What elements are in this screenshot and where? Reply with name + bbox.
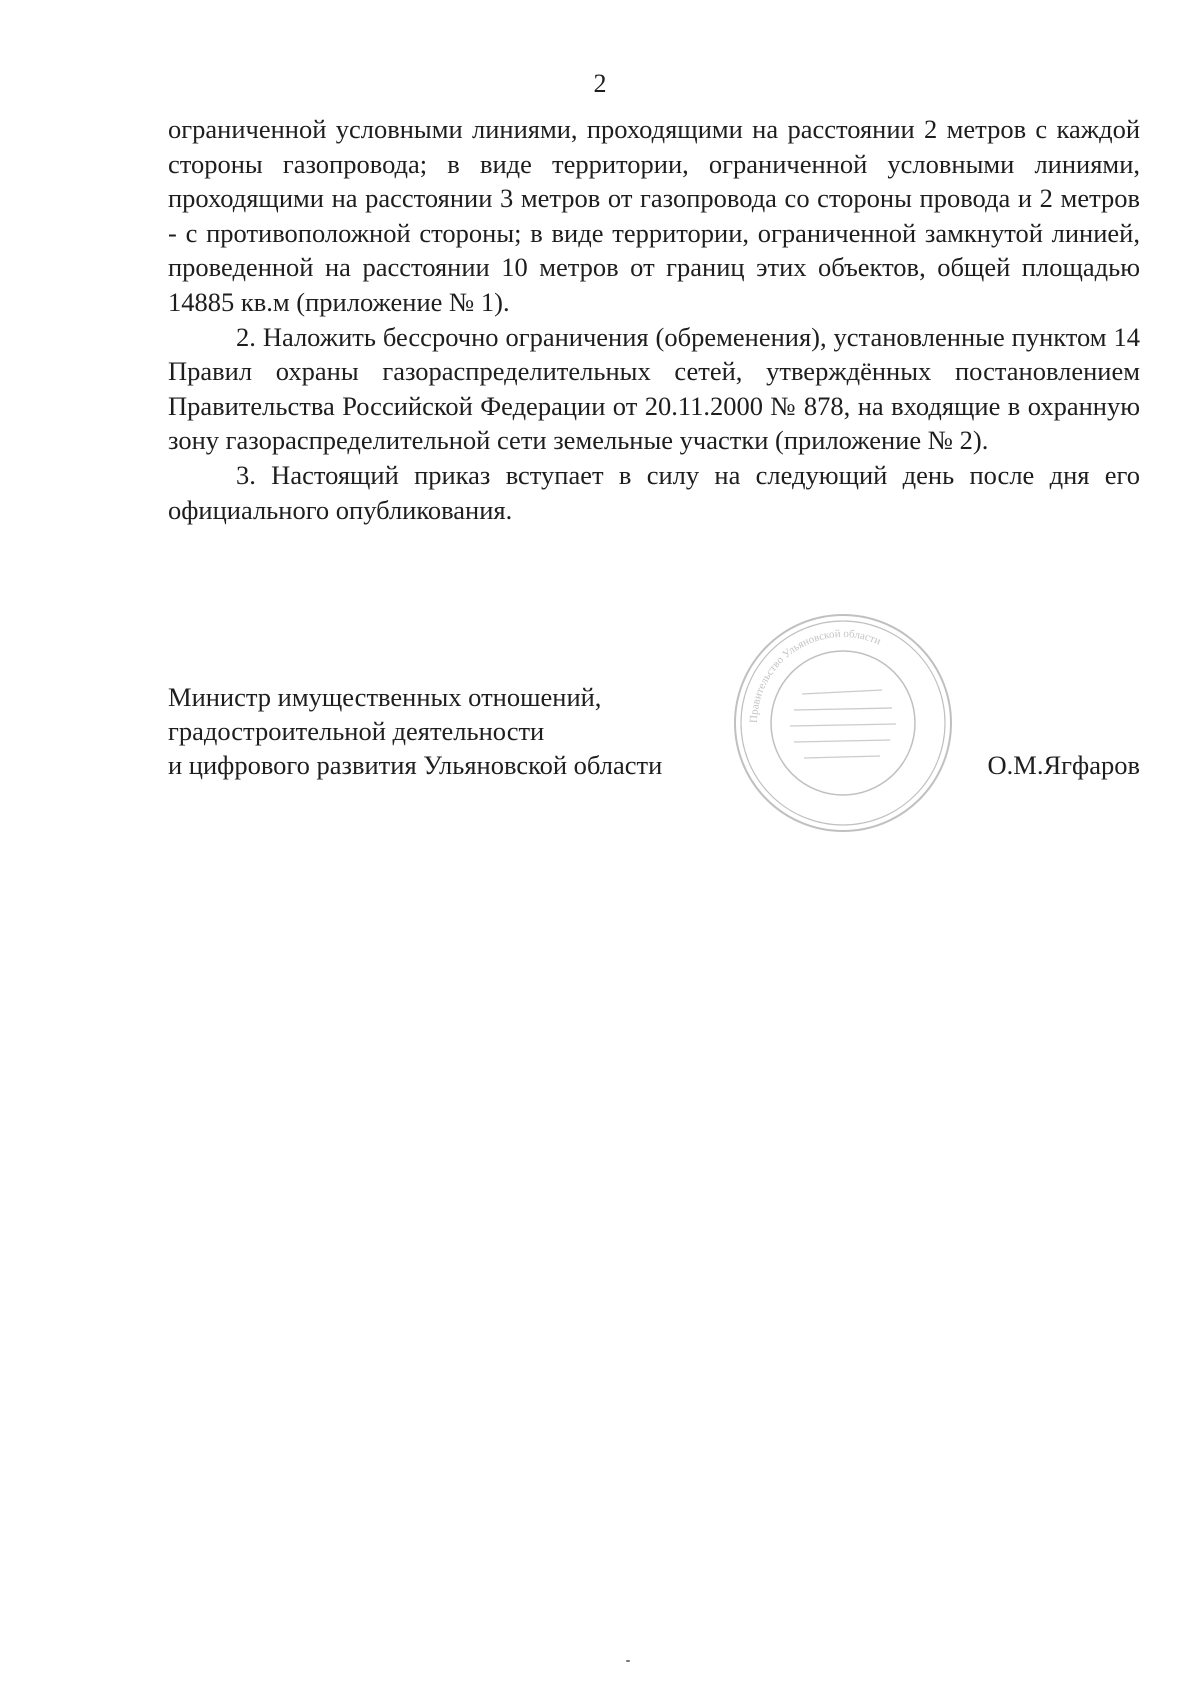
signer-position-line: градостроительной деятельности xyxy=(168,716,545,746)
page-number: 2 xyxy=(593,69,607,98)
signer-position-line: и цифрового развития Ульяновской области xyxy=(168,750,663,780)
scan-artifact xyxy=(626,1660,630,1662)
seal-ring-text: Правительство Ульяновской области xyxy=(747,627,883,724)
document-body xyxy=(168,112,1140,527)
paragraph-item-3: 3. Настоящий приказ вступает в силу на следующий день после дня его официального опубликования. xyxy=(168,459,1140,525)
paragraph-continuation: ограниченной условными линиями, проходящими на расстоянии 2 метров с каждой стороны газопровода; в виде территории, ограниченной условными линиями, проходящими на расстоянии 3 метров от газопровода со стороны провода и 2 метров - с противоположной стороны; в виде территории, ограниченной замкнутой линией, проведенной на расстоянии 10 метров от границ этих объектов, общей площадью 14885 кв.м (приложение № 1). xyxy=(168,114,1140,317)
signer-position xyxy=(168,680,662,782)
paragraph-item-2: 2. Наложить бессрочно ограничения (обременения), установленные пунктом 14 Правил охраны газораспределительных сетей, утверждённых постановлением Правительства Российской Федерации от 20.11.2000 № 878, на входящие в охранную зону газораспределительной сети земельные участки (приложение № 2). xyxy=(168,321,1140,456)
signer-name: О.М.Ягфаров xyxy=(987,750,1140,780)
signer-position-line: Министр имущественных отношений, xyxy=(168,682,602,712)
signature-block xyxy=(168,680,1140,830)
